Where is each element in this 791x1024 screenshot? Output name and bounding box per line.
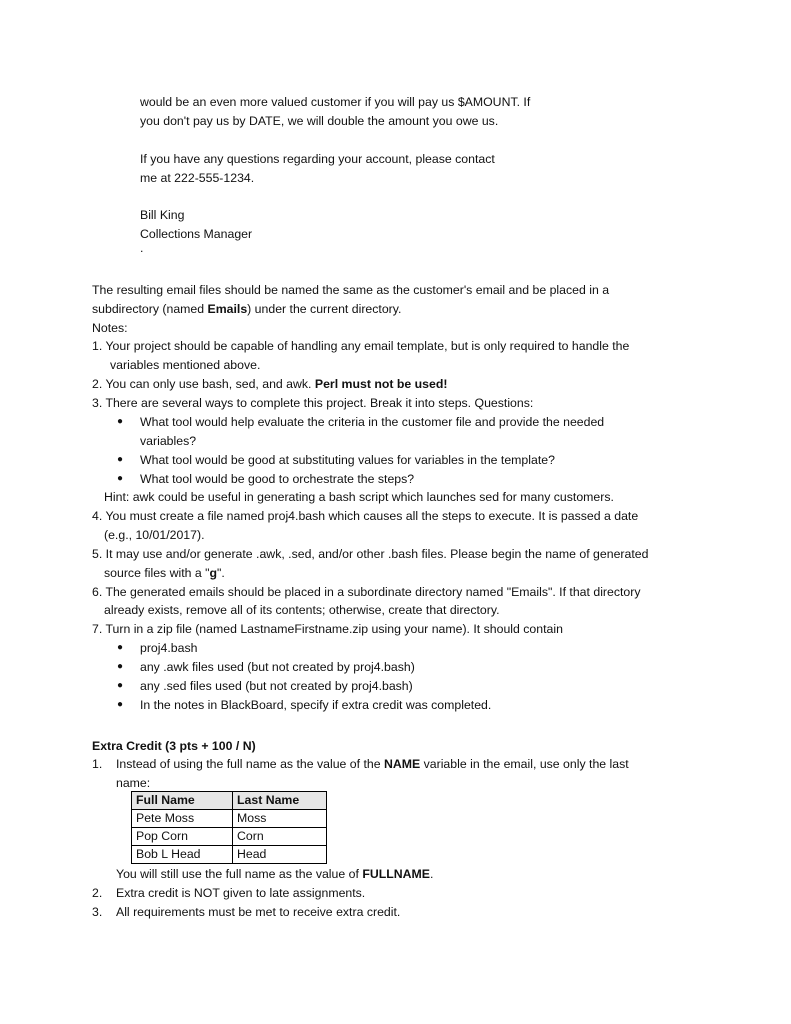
bullet-icon: ●	[117, 473, 124, 484]
bullet-icon: ●	[117, 416, 124, 427]
notes-heading: Notes:	[92, 321, 128, 335]
table-cell: Pop Corn	[132, 828, 233, 846]
letter-line-4: me at 222-555-1234.	[140, 171, 255, 185]
note-5-text: source files with a "	[104, 566, 210, 580]
note-2	[92, 376, 447, 392]
extra-item-2: Extra credit is NOT given to late assignments.	[116, 886, 366, 900]
note-5-line-1: 5. It may use and/or generate .awk, .sed, and/or other .bash files. Please begin the name of generated	[92, 547, 649, 561]
note-5-prefix: g	[209, 566, 218, 580]
question-1-line-2: variables?	[140, 434, 197, 448]
extra-item-2-number: 2.	[92, 886, 103, 900]
extra-item-3-number: 3.	[92, 905, 103, 919]
name-table	[131, 791, 327, 864]
table-row	[132, 846, 327, 864]
table-cell: Corn	[233, 828, 327, 846]
extra-item-1-line-1	[116, 756, 629, 772]
hint: Hint: awk could be useful in generating a bash script which launches sed for many customers.	[104, 490, 614, 504]
note-4-line-1: 4. You must create a file named proj4.bash which causes all the steps to execute. It is passed a date	[92, 509, 639, 523]
note-1-line-1: 1. Your project should be capable of handling any email template, but is only required to handle the	[92, 339, 630, 353]
extra-item-1-line-2: name:	[116, 776, 151, 790]
extra-credit-heading: Extra Credit (3 pts + 100 / N)	[92, 739, 256, 753]
bullet-icon: ●	[117, 699, 124, 710]
fullname-note-end: .	[429, 867, 434, 881]
extra-item-1-text-c: variable in the email, use only the last	[420, 757, 629, 771]
bullet-icon: ●	[117, 454, 124, 465]
zip-item-1: proj4.bash	[140, 641, 198, 655]
question-3: What tool would be good to orchestrate the steps?	[140, 472, 415, 486]
fullname-variable: FULLNAME	[362, 867, 430, 881]
name-variable: NAME	[383, 757, 421, 771]
letter-line-3: If you have any questions regarding your account, please contact	[140, 152, 495, 166]
table-header-full-name: Full Name	[132, 792, 233, 810]
letter-line-2: you don't pay us by DATE, we will double the amount you owe us.	[140, 114, 499, 128]
extra-item-1-text-a: Instead of using the full name as the value of the	[116, 757, 384, 771]
table-cell: Moss	[233, 810, 327, 828]
zip-item-2: any .awk files used (but not created by proj4.bash)	[140, 660, 415, 674]
note-1-line-2: variables mentioned above.	[110, 358, 261, 372]
fullname-note	[116, 866, 433, 882]
note-2-emphasis: Perl must not be used!	[314, 377, 448, 391]
table-row	[132, 810, 327, 828]
letter-line-1: would be an even more valued customer if you will pay us $AMOUNT. If	[140, 95, 531, 109]
extra-item-3: All requirements must be met to receive extra credit.	[116, 905, 401, 919]
emails-dir-name: Emails	[207, 302, 248, 316]
bullet-icon: ●	[117, 661, 124, 672]
note-5-end: ".	[217, 566, 225, 580]
note-4-line-2: (e.g., 10/01/2017).	[104, 528, 205, 542]
bullet-icon: ●	[117, 680, 124, 691]
intro-text-c: ) under the current directory.	[247, 302, 402, 316]
zip-item-3: any .sed files used (but not created by proj4.bash)	[140, 679, 413, 693]
question-1-line-1: What tool would help evaluate the criteria in the customer file and provide the needed	[140, 415, 605, 429]
intro-line-2	[92, 301, 401, 317]
note-5-line-2	[104, 565, 225, 581]
table-cell: Pete Moss	[132, 810, 233, 828]
table-row	[132, 828, 327, 846]
signer-name: Bill King	[140, 208, 185, 222]
table-cell: Bob L Head	[132, 846, 233, 864]
note-3: 3. There are several ways to complete this project. Break it into steps. Questions:	[92, 396, 534, 410]
extra-item-1-number: 1.	[92, 757, 103, 771]
table-header-last-name: Last Name	[233, 792, 327, 810]
note-7: 7. Turn in a zip file (named LastnameFirstname.zip using your name). It should contain	[92, 622, 563, 636]
note-6-line-1: 6. The generated emails should be placed in a subordinate directory named "Emails". If that directory	[92, 585, 641, 599]
signer-title: Collections Manager	[140, 227, 253, 241]
table-cell: Head	[233, 846, 327, 864]
zip-item-4: In the notes in BlackBoard, specify if extra credit was completed.	[140, 698, 492, 712]
note-6-line-2: already exists, remove all of its contents; otherwise, create that directory.	[104, 603, 500, 617]
intro-text-a: subdirectory (named	[92, 302, 208, 316]
intro-line-1: The resulting email files should be named the same as the customer's email and be placed in a	[92, 283, 610, 297]
fullname-note-text: You will still use the full name as the value of	[116, 867, 363, 881]
note-2-text: 2. You can only use bash, sed, and awk.	[92, 377, 315, 391]
letter-end-mark: .	[140, 241, 144, 255]
bullet-icon: ●	[117, 642, 124, 653]
table-header-row	[132, 792, 327, 810]
question-2: What tool would be good at substituting values for variables in the template?	[140, 453, 555, 467]
